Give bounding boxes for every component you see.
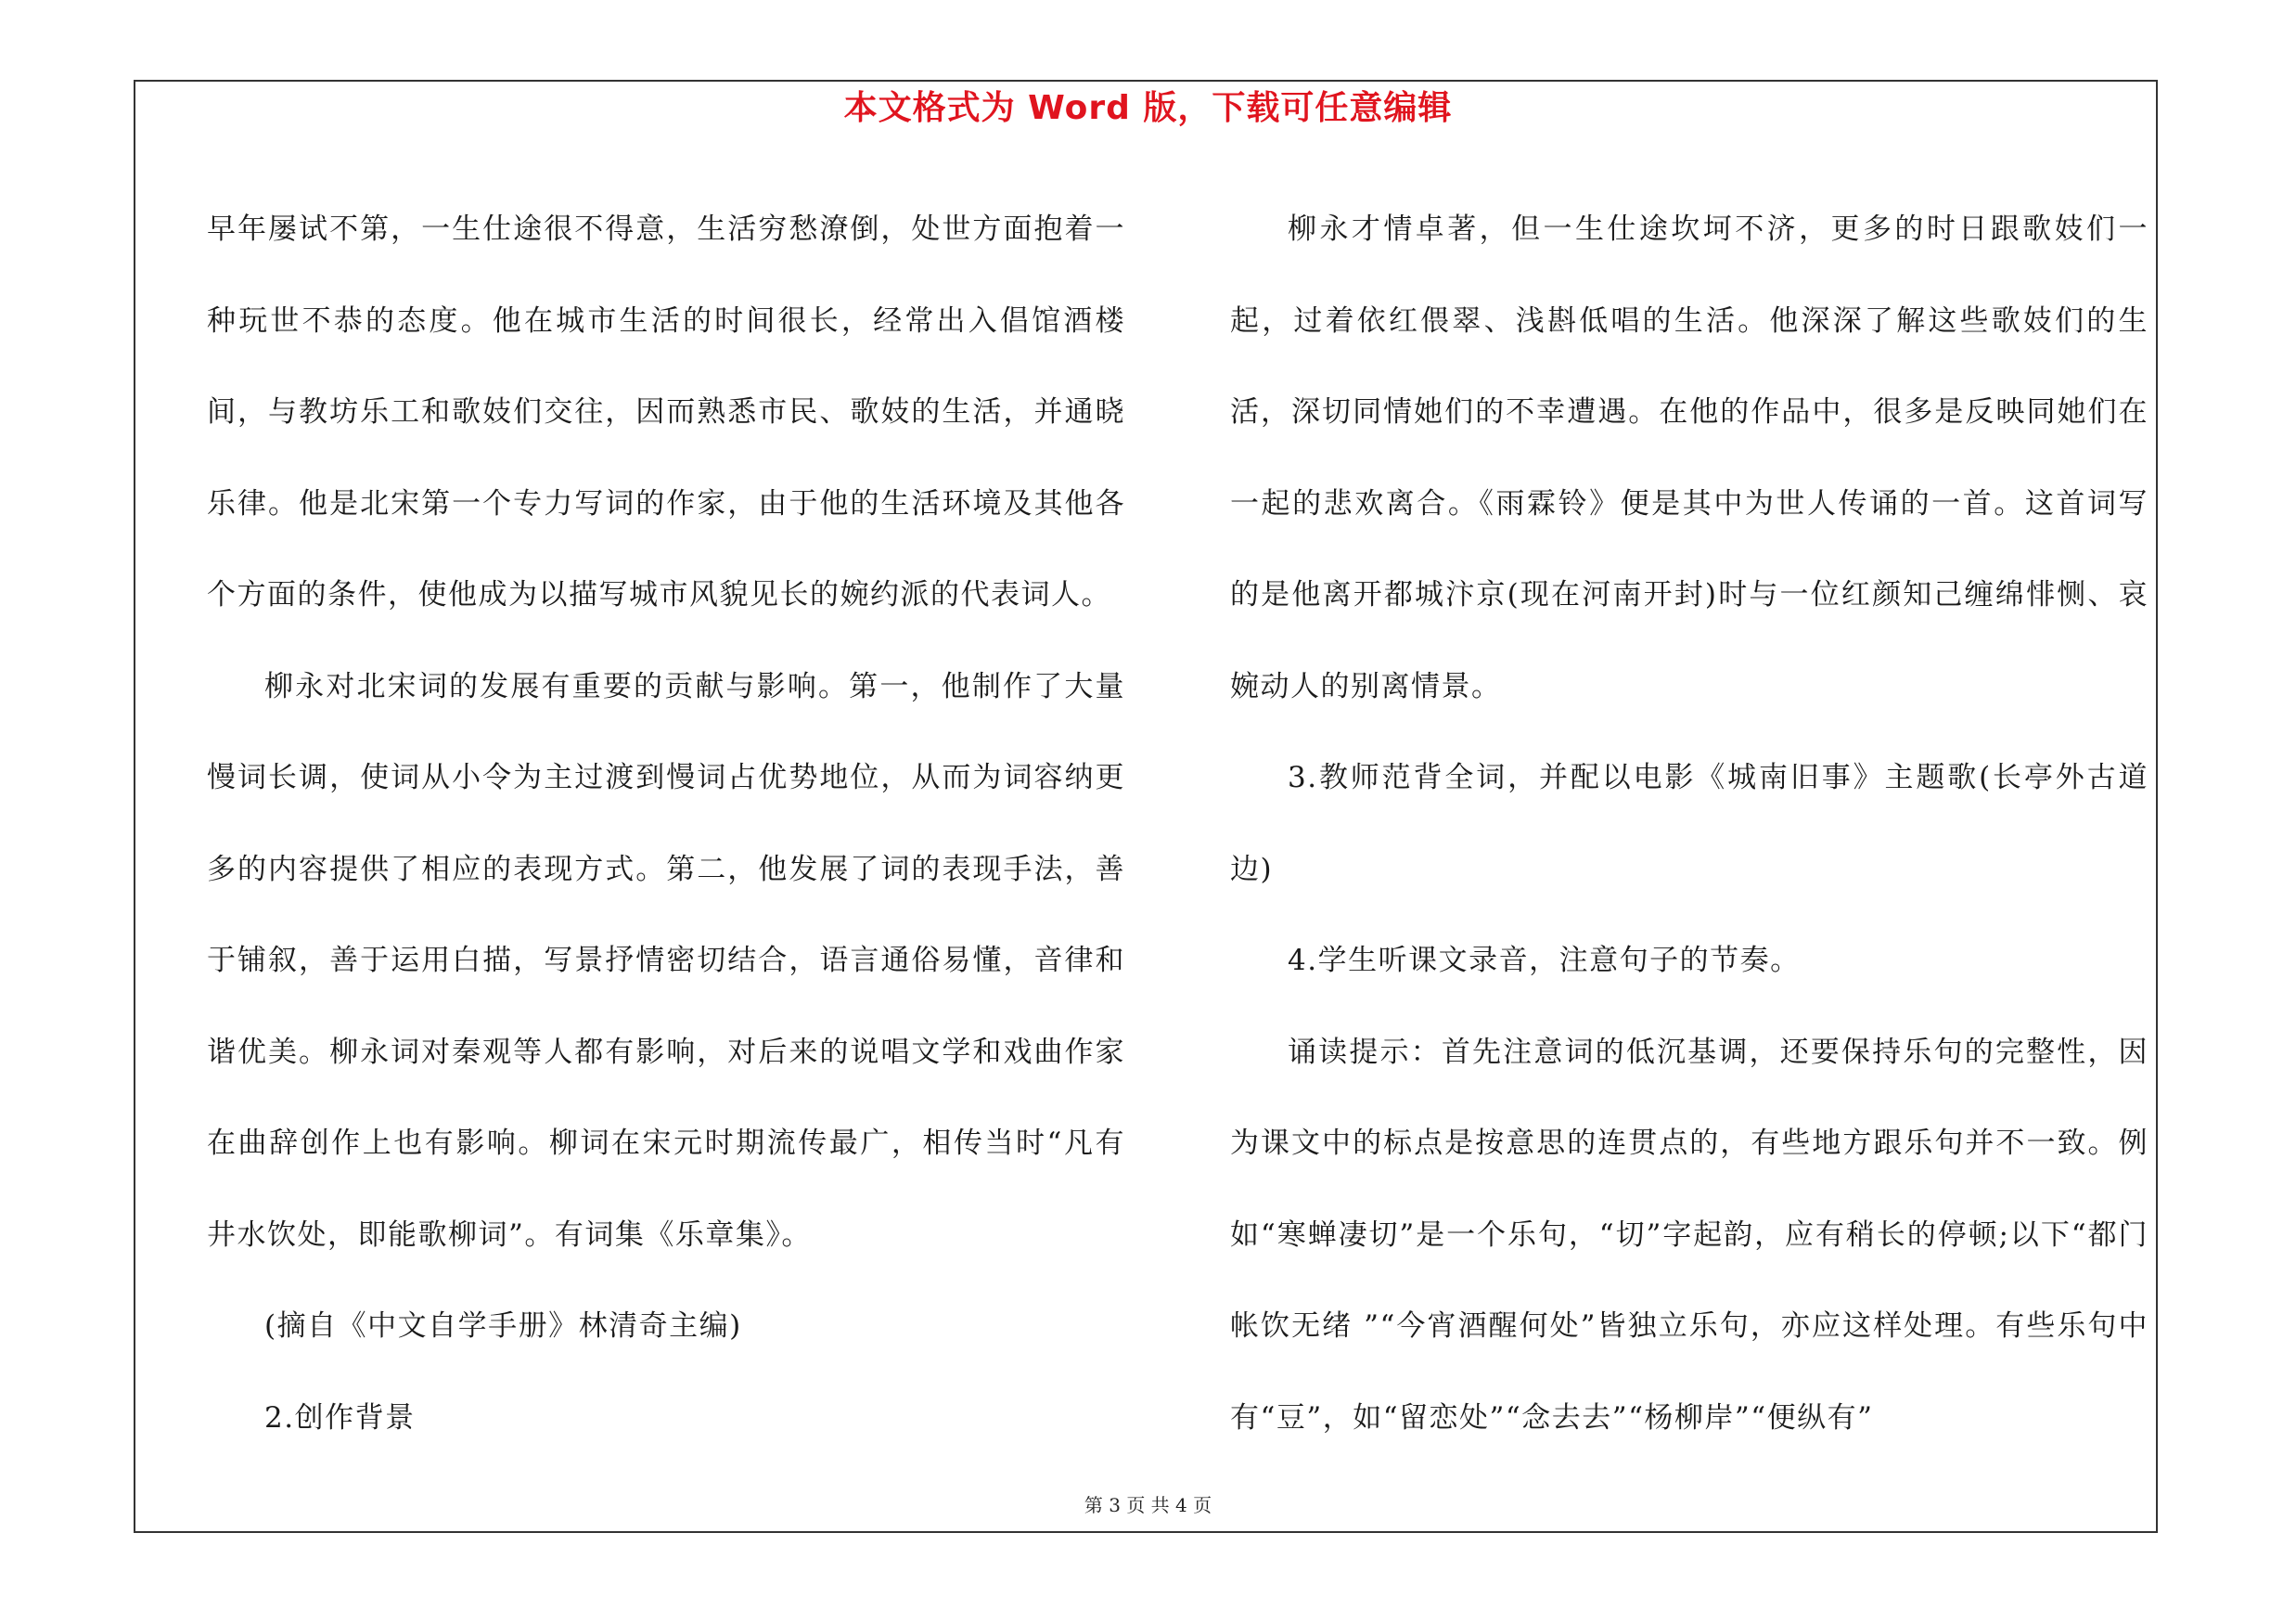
left-column (207, 184, 1125, 1463)
left-paragraph-1: 早年屡试不第，一生仕途很不得意，生活穷愁潦倒，处世方面抱着一种玩世不恭的态度。他在城市生活的时间很长，经常出入倡馆酒楼间，与教坊乐工和歌妓们交往，因而熟悉市民、歌妓的生活，并通晓乐律。他是北宋第一个专力写词的作家，由于他的生活环境及其他各个方面的条件，使他成为以描写城市风貌见长的婉约派的代表词人。 (207, 213, 1125, 612)
right-paragraph-4: 诵读提示：首先注意词的低沉基调，还要保持乐句的完整性，因为课文中的标点是按意思的连贯点的，有些地方跟乐句并不一致。例如“寒蝉凄切”是一个乐句，“切”字起韵，应有稍长的停顿;以下“都门帐饮无绪 ”“今宵酒醒何处”皆独立乐句，亦应这样处理。有些乐句中有“豆”，如“留恋处”“念去去”“杨柳岸”“便纵有” (1230, 1035, 2148, 1435)
right-column (1230, 184, 2148, 1463)
format-banner: 本文格式为 Word 版，下载可任意编辑 (843, 89, 1453, 127)
left-paragraph-heading: 2.创作背景 (264, 1400, 416, 1435)
right-paragraph-3: 4.学生听课文录音，注意句子的节奏。 (1288, 944, 1801, 977)
left-paragraph-source: (摘自《中文自学手册》林清奇主编) (264, 1309, 742, 1343)
left-paragraph-2: 柳永对北宋词的发展有重要的贡献与影响。第一，他制作了大量慢词长调，使词从小令为主过渡到慢词占优势地位，从而为词容纳更多的内容提供了相应的表现方式。第二，他发展了词的表现手法，善于铺叙，善于运用白描，写景抒情密切结合，语言通俗易懂，音律和谐优美。柳永词对秦观等人都有影响，对后来的说唱文学和戏曲作家在曲辞创作上也有影响。柳词在宋元时期流传最广，相传当时“凡有井水饮处，即能歌柳词”。有词集《乐章集》。 (207, 669, 1125, 1252)
right-paragraph-2: 3.教师范背全词，并配以电影《城南旧事》主题歌(长亭外古道边) (1230, 761, 2148, 886)
page-number: 第 3 页 共 4 页 (1084, 1494, 1212, 1516)
right-paragraph-1: 柳永才情卓著，但一生仕途坎坷不济，更多的时日跟歌妓们一起，过着依红偎翠、浅斟低唱的生活。他深深了解这些歌妓们的生活，深切同情她们的不幸遭遇。在他的作品中，很多是反映同她们在一起的悲欢离合。《雨霖铃》便是其中为世人传诵的一首。这首词写的是他离开都城汴京(现在河南开封)时与一位红颜知己缠绵悱恻、哀婉动人的别离情景。 (1230, 213, 2148, 703)
